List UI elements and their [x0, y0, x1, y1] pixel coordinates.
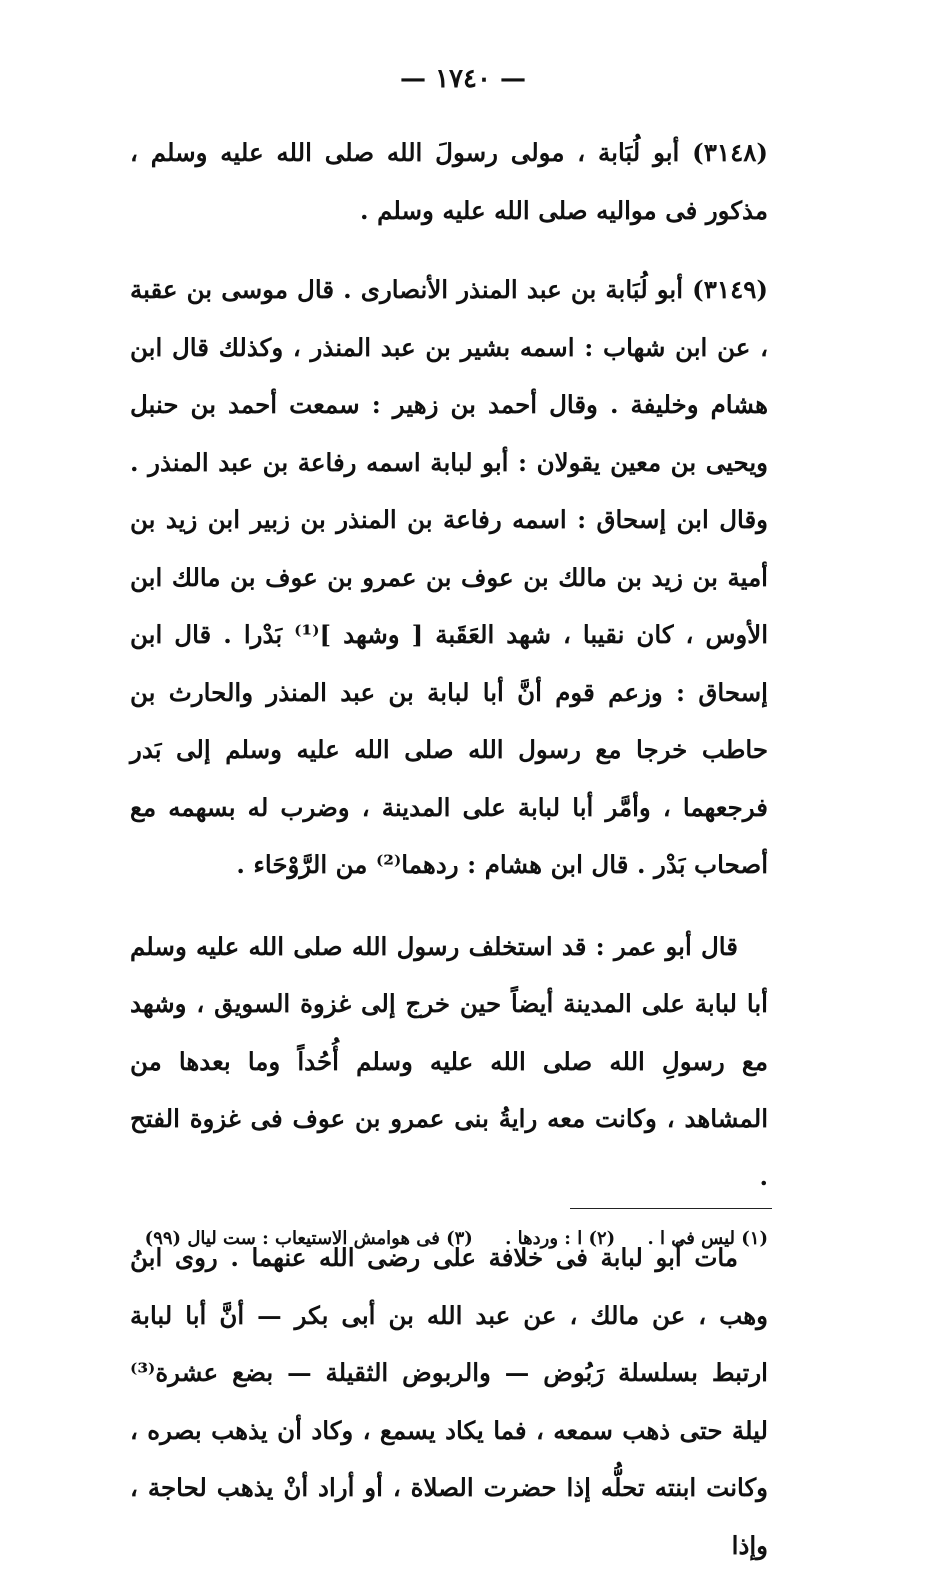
- footnote-3: (٣) فى هوامش الاستيعاب : ست ليال (٩٩): [144, 1228, 473, 1249]
- paragraph-abu-umar: قال أبو عمر : قد استخلف رسول الله صلى الله عليه وسلم أبا لبابة على المدينة أيضاً حين خرج إلى غزوة السويق ، وشهد مع رسولِ الله صلى الله عليه وسلم أُحُداً وما بعدها من المشاهد ، وكانت معه رايةُ بنى عمرو بن عوف فى غزوة الفتح .: [130, 931, 768, 1191]
- page-number: — ١٧٤٠ —: [400, 64, 526, 94]
- footnote-divider: [570, 1208, 772, 1209]
- paragraph-entry-3149: (٣١٤٩) أبو لُبَابة بن عبد المنذر الأنصارى . قال موسى بن عقبة ، عن ابن شهاب : اسمه بشير بن عبد المنذر ، وكذلك قال ابن هشام وخليفة . وقال أحمد بن زهير : سمعت أحمد بن حنبل ويحيى بن معين يقولان : أبو لبابة اسمه رفاعة بن عبد المنذر . وقال ابن إسحاق : اسمه رفاعة بن المنذر بن زبير ابن زيد بن أمية بن زيد بن مالك بن عوف بن عمرو بن عوف بن مالك ابن الأوس ، كان نقيبا ، شهد العَقَبة [ وشهد ]⁽¹⁾ بَدْرا . قال ابن إسحاق : وزعم قوم أنَّ أبا لبابة بن عبد المنذر والحارث بن حاطب خرجا مع رسول الله صلى الله عليه وسلم إلى بَدر فرجعهما ، وأمَّر أبا لبابة على المدينة ، وضرب له بسهمه مع أصحاب بَدْر . قال ابن هشام : ردهما⁽²⁾ من الرَّوْحَاء .: [130, 275, 769, 879]
- paragraph-entry-3148: (٣١٤٨) أبو لُبَابة ، مولى رسولَ الله صلى الله عليه وسلم ، مذكور فى مواليه صلى الله عليه وسلم .: [130, 138, 768, 225]
- footnote-2: (٢) ا : وردها .: [505, 1228, 616, 1249]
- paragraph-death: مات أبو لبابة فى خلافة على رضى الله عنهما . روى ابنُ وهب ، عن مالك ، عن عبد الله بن أبى بكر — أنَّ أبا لبابة ارتبط بسلسلة رَبُوض — والربوض الثقيلة — بضع عشرة⁽³⁾ ليلة حتى ذهب سمعه ، فما يكاد يسمع ، وكاد أن يذهب بصره ، وكانت ابنته تحلُّه إذا حضرت الصلاة ، أو أراد أنْ يذهب لحاجة ، وإذا: [130, 1243, 768, 1560]
- footnotes: [130, 1228, 768, 1249]
- main-text: [130, 124, 768, 1574]
- footnote-1: (١) ليس فى ا .: [647, 1228, 768, 1249]
